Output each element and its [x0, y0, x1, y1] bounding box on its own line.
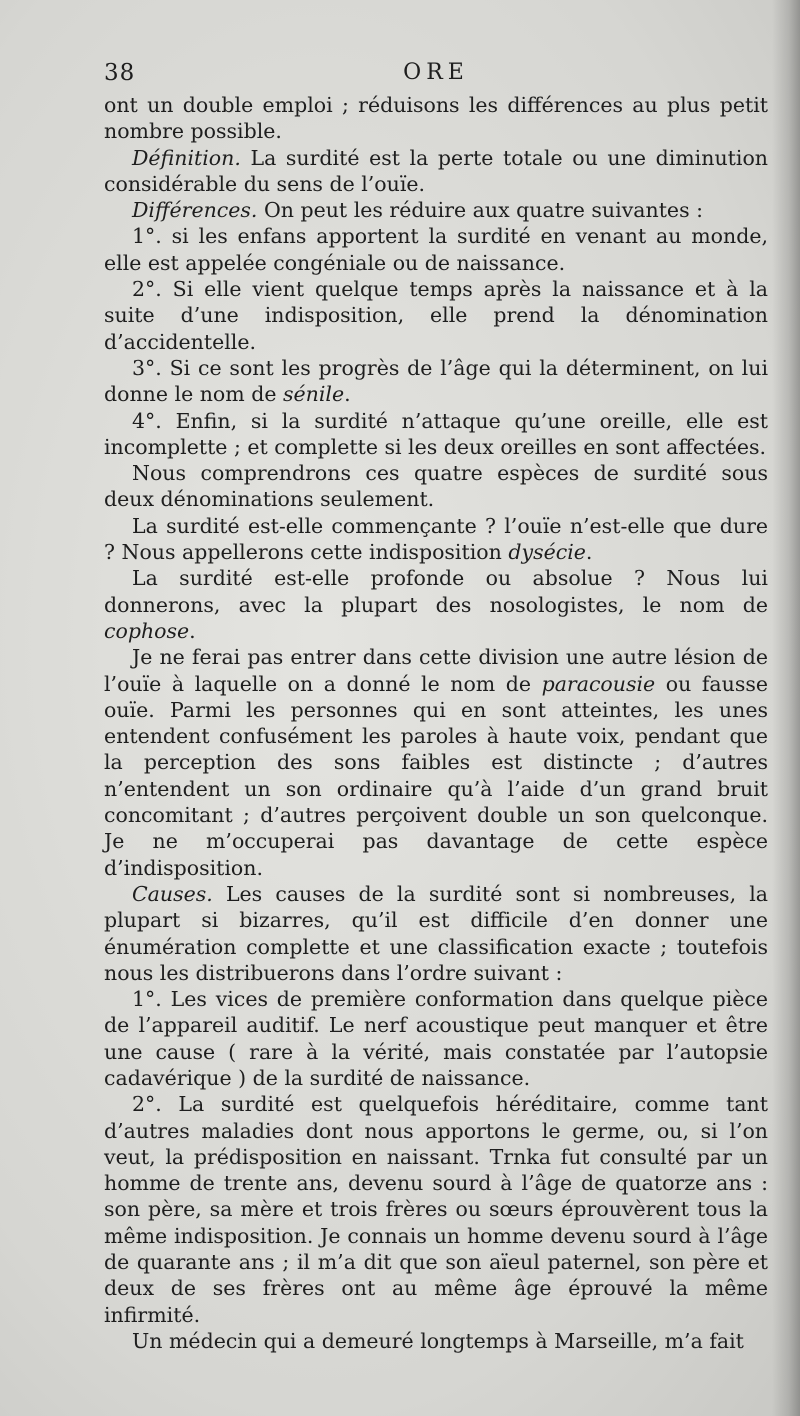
paragraph-text: 2°. La surdité est quelquefois héréditaire, comme tant d’autres maladies dont nous apportons le germe, ou, si l’on veut, la prédisposition en naissant. Trnka fut consulté par un homme de trente ans, devenu sourd à l’âge de quatorze ans : son père, sa mère et trois frères ou sœurs éprouvèrent tous la même indisposition. Je connais un homme devenu sourd à l’âge de quarante ans ; il m’a dit que son aïeul paternel, son père et deux de ses frères ont au même âge éprouvé la même infirmité.: [104, 1092, 768, 1327]
paragraph: [104, 197, 768, 223]
page-number: 38: [104, 60, 136, 86]
paragraph-text: La surdité est-elle commençante ? l’ouïe n’est-elle que dure ? Nous appellerons cette indisposition: [104, 513, 768, 565]
paragraph: [104, 881, 768, 986]
paragraph: [104, 1328, 768, 1354]
section-lead: Différences.: [132, 198, 258, 223]
italic-term: dysécie: [508, 540, 586, 565]
paragraph: [104, 145, 768, 198]
paragraph: [104, 408, 768, 461]
paragraph-text: 3°. Si ce sont les progrès de l’âge qui la déterminent, on lui donne le nom de: [104, 355, 768, 407]
paragraph: [104, 276, 768, 355]
paragraph: [104, 565, 768, 644]
paragraph-text: 2°. Si elle vient quelque temps après la naissance et à la suite d’une indisposition, elle prend la dénomination d’accidentelle.: [104, 277, 768, 354]
paragraph: [104, 644, 768, 881]
paragraph-text: Un médecin qui a demeuré longtemps à Marseille, m’a fait: [132, 1328, 744, 1353]
page-header: [104, 60, 768, 90]
paragraph: [104, 986, 768, 1091]
paragraph-text: La surdité est-elle profonde ou absolue ? Nous lui donnerons, avec la plupart des nosologistes, le nom de: [104, 566, 768, 617]
section-lead: Définition.: [132, 145, 241, 170]
paragraph-text: La surdité est la perte totale ou une diminution considérable du sens de l’ouïe.: [104, 145, 768, 196]
page-edge-shadow: [772, 0, 800, 1416]
paragraph-text-continued: ou fausse ouïe. Parmi les personnes qui en sont atteintes, les unes entendent confusément les paroles à haute voix, pendant que la perception des sons faibles est distincte ; d’autres n’entendent un son ordinaire qu’à l’aide d’un grand bruit concomitant ; d’autres perçoivent double un son quelconque. Je ne m’occuperai pas davantage de cette espèce d’indisposition.: [104, 671, 768, 880]
paragraph: [104, 513, 768, 566]
italic-term: sénile: [283, 382, 345, 407]
section-lead: Causes.: [132, 881, 213, 906]
paragraph: [104, 92, 768, 145]
running-head: ORE: [403, 60, 469, 85]
italic-term: cophose: [104, 618, 190, 643]
paragraph: [104, 355, 768, 408]
paragraph-text-continued: .: [344, 382, 351, 407]
paragraph-text: ont un double emploi ; réduisons les différences au plus petit nombre possible.: [104, 93, 768, 144]
paragraph-text: Je ne ferai pas entrer dans cette division une autre lésion de l’ouïe à laquelle on a donné le nom de: [104, 645, 768, 696]
paragraph-text: Nous comprendrons ces quatre espèces de surdité sous deux dénominations seulement.: [104, 461, 768, 512]
paragraph-text: 1°. si les enfans apportent la surdité en venant au monde, elle est appelée congéniale ou de naissance.: [104, 224, 768, 275]
paragraph-text: Les causes de la surdité sont si nombreuses, la plupart si bizarres, qu’il est difficile d’en donner une énumération complette et une classification exacte ; toutefois nous les distribuerons dans l’ordre suivant :: [104, 881, 768, 985]
paragraph-text: 1°. Les vices de première conformation dans quelque pièce de l’appareil auditif. Le nerf acoustique peut manquer et être une cause ( rare à la vérité, mais constatée par l’autopsie cadavérique ) de la surdité de naissance.: [104, 987, 768, 1090]
paragraph: [104, 460, 768, 513]
paragraph-text-continued: .: [189, 618, 196, 643]
paragraph: [104, 223, 768, 276]
paragraph-text: On peut les réduire aux quatre suivantes :: [257, 198, 704, 223]
paragraph: [104, 1091, 768, 1328]
paragraph-text-continued: .: [585, 540, 593, 565]
body-text: [104, 92, 768, 1354]
italic-term: paracousie: [541, 671, 656, 696]
paragraph-text: 4°. Enfin, si la surdité n’attaque qu’une oreille, elle est incomplette ; et complette si les deux oreilles en sont affectées.: [104, 408, 768, 459]
